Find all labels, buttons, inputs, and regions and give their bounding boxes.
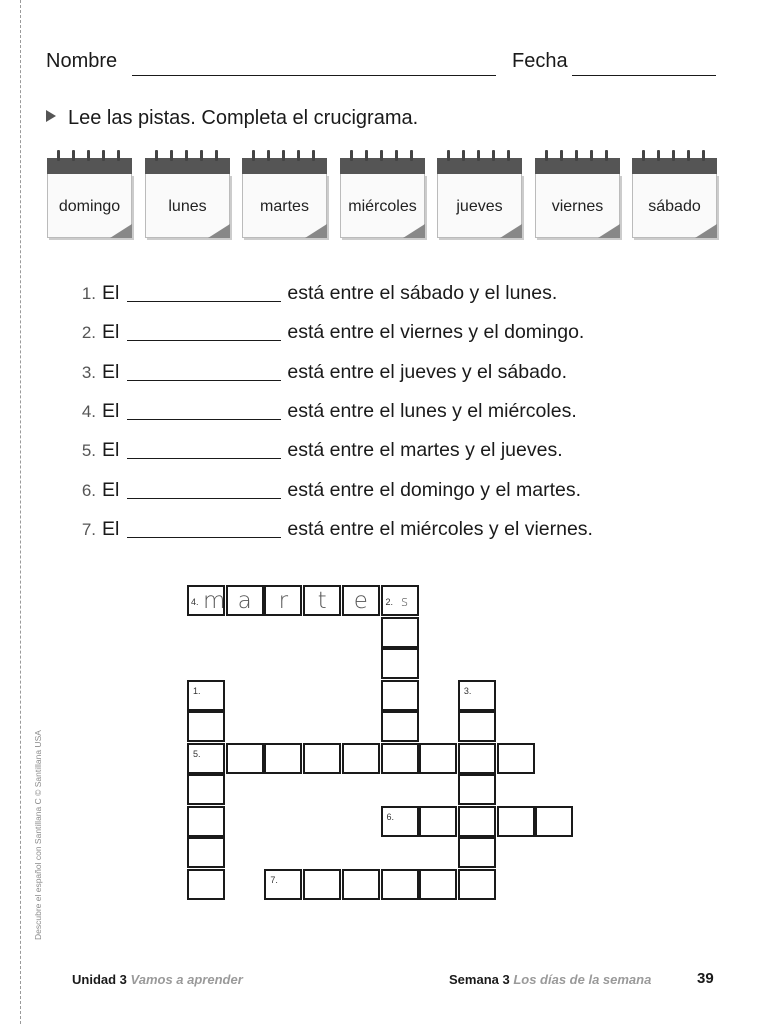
crossword-cell[interactable]	[381, 743, 419, 774]
cell-letter: r	[278, 588, 289, 614]
crossword-cell[interactable]	[419, 806, 457, 837]
crossword-cell[interactable]	[381, 806, 419, 837]
crossword-cell[interactable]	[187, 806, 225, 837]
calendar-rings	[248, 150, 321, 162]
calendar-page	[242, 150, 327, 238]
calendar-day-label: viernes	[551, 198, 604, 215]
crossword-cell[interactable]	[264, 869, 302, 900]
clue-text: está entre el viernes y el domingo.	[287, 321, 585, 343]
clue-article: El	[102, 400, 120, 422]
clue-item	[72, 439, 563, 462]
clue-text: está entre el miércoles y el viernes.	[287, 518, 593, 540]
page-curl-icon	[208, 224, 230, 238]
crossword-cell[interactable]	[535, 806, 573, 837]
clue-article: El	[102, 518, 120, 540]
calendar-rings	[346, 150, 419, 162]
date-field[interactable]	[572, 75, 716, 76]
crossword-cell[interactable]	[381, 869, 419, 900]
instruction-text: Lee las pistas. Completa el crucigrama.	[68, 107, 419, 129]
cell-letter: t	[317, 588, 327, 614]
calendar-page	[437, 150, 522, 238]
cell-number: 1.	[193, 685, 201, 696]
calendar-page	[535, 150, 620, 238]
crossword-cell[interactable]	[458, 837, 496, 868]
answer-blank[interactable]	[127, 283, 281, 302]
week-title: Los días de la semana	[513, 972, 652, 987]
cut-line	[20, 0, 21, 1024]
crossword-cell[interactable]	[187, 585, 225, 616]
clue-text: está entre el martes y el jueves.	[287, 439, 563, 461]
page-curl-icon	[403, 224, 425, 238]
clue-number: 6.	[81, 481, 96, 500]
crossword-cell[interactable]	[187, 837, 225, 868]
clue-item	[72, 282, 557, 305]
page-curl-icon	[110, 224, 132, 238]
clue-text: está entre el sábado y el lunes.	[287, 282, 558, 304]
footer-unit	[72, 972, 243, 987]
clue-number: 7.	[81, 520, 96, 539]
crossword-cell[interactable]	[264, 585, 302, 616]
crossword-cell[interactable]	[497, 743, 535, 774]
calendar-day-label: martes	[260, 198, 309, 215]
clue-number: 1.	[81, 284, 96, 303]
crossword-cell[interactable]	[342, 743, 380, 774]
crossword-cell[interactable]	[187, 869, 225, 900]
cell-number: 6.	[386, 811, 395, 822]
unit-title: Vamos a aprender	[130, 972, 243, 987]
clue-item	[72, 321, 584, 344]
crossword-cell[interactable]	[497, 806, 535, 837]
page-number: 39	[697, 970, 714, 987]
clue-text: está entre el domingo y el martes.	[287, 479, 582, 501]
answer-blank[interactable]	[127, 480, 281, 499]
clue-article: El	[102, 361, 120, 383]
crossword-cell[interactable]	[303, 585, 341, 616]
calendar-page	[632, 150, 717, 238]
clue-number: 5.	[81, 441, 96, 460]
clue-article: El	[102, 479, 120, 501]
crossword-cell[interactable]	[458, 711, 496, 742]
crossword-cell[interactable]	[419, 869, 457, 900]
calendar-rings	[151, 150, 224, 162]
page-curl-icon	[695, 224, 717, 238]
clue-item	[72, 518, 593, 541]
answer-blank[interactable]	[127, 519, 281, 538]
calendar-rings	[638, 150, 711, 162]
cell-letter: s	[400, 594, 409, 610]
answer-blank[interactable]	[127, 362, 281, 381]
page-curl-icon	[305, 224, 327, 238]
calendar-day-label: miércoles	[348, 198, 417, 215]
clue-item	[72, 400, 577, 423]
crossword-cell[interactable]	[458, 869, 496, 900]
clue-number: 3.	[81, 363, 96, 382]
calendar-rings	[541, 150, 614, 162]
cell-number: 7.	[270, 874, 278, 885]
clue-article: El	[102, 439, 120, 461]
calendar-day-label: lunes	[168, 198, 207, 215]
crossword-cell[interactable]	[419, 743, 457, 774]
crossword-cell[interactable]	[226, 585, 264, 616]
name-field[interactable]	[132, 75, 496, 76]
cell-number: 3.	[463, 685, 472, 696]
page-curl-icon	[598, 224, 620, 238]
clue-number: 2.	[81, 323, 96, 342]
crossword-cell[interactable]	[342, 869, 380, 900]
calendar-page	[47, 150, 132, 238]
answer-blank[interactable]	[127, 322, 281, 341]
answer-blank[interactable]	[127, 401, 281, 420]
crossword-cell[interactable]	[381, 585, 419, 616]
date-label: Fecha	[512, 50, 568, 72]
cell-letter: m	[203, 588, 226, 614]
cell-letter: e	[353, 588, 368, 614]
clue-article: El	[102, 321, 120, 343]
calendar-day-label: domingo	[58, 198, 121, 215]
crossword-cell[interactable]	[264, 743, 302, 774]
clue-number: 4.	[81, 402, 96, 421]
crossword-cell[interactable]	[342, 585, 380, 616]
crossword-cell[interactable]	[458, 680, 496, 711]
cell-number: 4.	[191, 597, 199, 607]
unit-label: Unidad 3	[72, 972, 127, 987]
crossword-cell[interactable]	[187, 743, 225, 774]
cell-number: 2.	[385, 597, 394, 607]
calendar-page	[145, 150, 230, 238]
calendar-day-label: sábado	[648, 198, 701, 215]
week-label: Semana 3	[449, 972, 510, 987]
crossword-cell[interactable]	[226, 743, 264, 774]
crossword-cell[interactable]	[303, 743, 341, 774]
crossword-cell[interactable]	[458, 806, 496, 837]
calendar-page	[340, 150, 425, 238]
clue-text: está entre el lunes y el miércoles.	[287, 400, 577, 422]
crossword-cell[interactable]	[187, 711, 225, 742]
play-arrow-icon	[46, 110, 56, 122]
name-label: Nombre	[46, 50, 118, 72]
page-curl-icon	[500, 224, 522, 238]
answer-blank[interactable]	[127, 440, 281, 459]
clue-item	[72, 361, 567, 384]
instruction	[46, 107, 418, 130]
clue-item	[72, 479, 581, 502]
crossword-cell[interactable]	[458, 774, 496, 805]
clue-text: está entre el jueves y el sábado.	[287, 361, 568, 383]
copyright-notice: Descubre el español con Santillana C © Santillana USA	[33, 730, 43, 940]
cell-letter: a	[237, 588, 252, 614]
calendar-day-label: jueves	[456, 198, 503, 215]
crossword-cell[interactable]	[381, 617, 419, 648]
calendar-rings	[443, 150, 516, 162]
crossword-cell[interactable]	[187, 774, 225, 805]
calendar-rings	[53, 150, 126, 162]
crossword-cell[interactable]	[458, 743, 496, 774]
cell-number: 5.	[193, 748, 201, 759]
footer-week	[449, 972, 651, 987]
crossword-cell[interactable]	[381, 711, 419, 742]
clue-article: El	[102, 282, 120, 304]
crossword-cell[interactable]	[381, 680, 419, 711]
crossword-cell[interactable]	[303, 869, 341, 900]
crossword-cell[interactable]	[381, 648, 419, 679]
crossword-cell[interactable]	[187, 680, 225, 711]
